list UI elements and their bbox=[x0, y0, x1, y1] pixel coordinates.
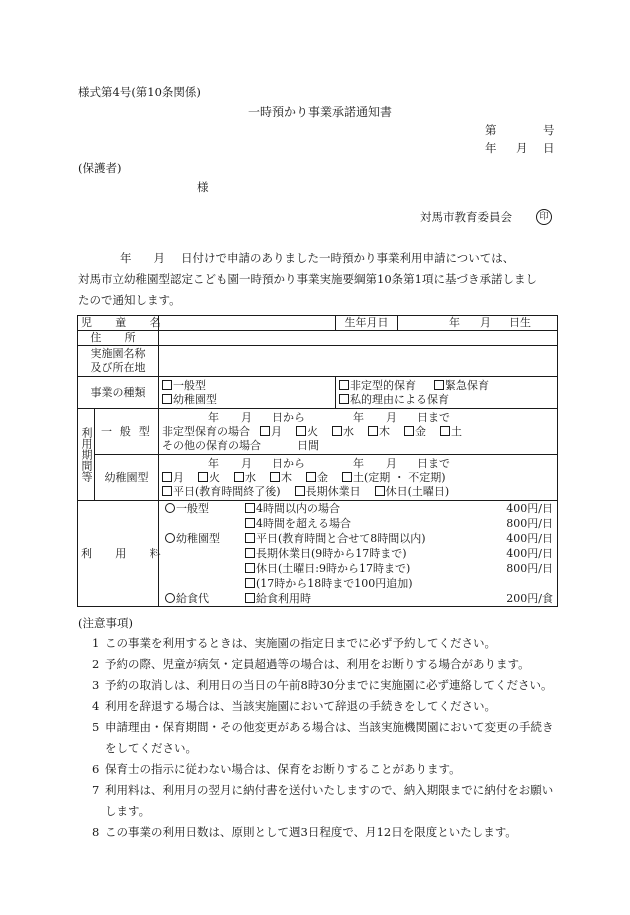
kg-sat: 土(定期 ・ 不定期) bbox=[353, 470, 446, 484]
fee-general-label: 一般型 bbox=[176, 502, 209, 515]
fee-item-label: 長期休業日(9時から17時まで) bbox=[256, 547, 407, 560]
emergency-label: 緊急保育 bbox=[445, 378, 489, 392]
fee-item-amount: 200円/食 bbox=[506, 592, 553, 605]
kg-fri-checkbox[interactable] bbox=[306, 472, 316, 482]
kg-wed-checkbox[interactable] bbox=[234, 472, 244, 482]
kg-from-year: 年 bbox=[208, 456, 219, 470]
fee-detail bbox=[159, 501, 558, 607]
address-label: 住 所 bbox=[78, 331, 159, 346]
fee-item-checkbox[interactable] bbox=[245, 548, 255, 558]
fee-item-label: 休日(土曜日:9時から17時まで) bbox=[256, 562, 411, 575]
irregular-label: 非定型的保育 bbox=[350, 378, 416, 392]
note-item bbox=[78, 780, 558, 822]
body-line3: たので通知します。 bbox=[78, 293, 181, 307]
date-day: 日 bbox=[543, 141, 555, 155]
note-text: この事業の利用日数は、原則として週3日程度で、月12日を限度といたします。 bbox=[105, 825, 517, 839]
document-title: 一時預かり事業承諾通知書 bbox=[248, 105, 393, 119]
body-line2: 対馬市立幼稚園型認定こども園一時預かり事業実施要綱第10条第1項に基づき承諾しまし bbox=[78, 272, 537, 286]
fee-item-label: 給食利用時 bbox=[256, 592, 311, 605]
kg-long-holiday-checkbox[interactable] bbox=[295, 486, 305, 496]
fee-meal-radio[interactable] bbox=[165, 593, 175, 603]
general-wed-checkbox[interactable] bbox=[332, 426, 342, 436]
address-row bbox=[78, 331, 558, 346]
note-item bbox=[78, 675, 558, 696]
birthdate-label: 生年月日 bbox=[336, 316, 398, 331]
kg-to-month: 月 bbox=[386, 456, 397, 470]
fee-item-label: 平日(教育時間と合せて8時間以内) bbox=[256, 532, 426, 545]
business-type-basic bbox=[159, 377, 336, 409]
general-from-month: 月 bbox=[241, 410, 252, 424]
kg-long-holiday: 長期休業日 bbox=[305, 484, 361, 498]
general-wed: 水 bbox=[343, 424, 354, 438]
kg-thu-checkbox[interactable] bbox=[270, 472, 280, 482]
application-table bbox=[77, 315, 558, 607]
general-label: 一 般 型 bbox=[95, 409, 159, 455]
note-number: 2 bbox=[92, 657, 100, 671]
fee-item bbox=[245, 531, 553, 546]
business-type-reason bbox=[336, 377, 558, 409]
kindergarten-label: 幼稚園型 bbox=[95, 455, 159, 501]
facility-row bbox=[78, 346, 558, 377]
fee-row bbox=[78, 501, 558, 607]
child-name-row bbox=[78, 316, 558, 331]
general-period-row bbox=[78, 409, 558, 455]
fee-meal-label: 給食代 bbox=[176, 592, 209, 605]
kg-mon: 月 bbox=[173, 470, 184, 484]
general-other-case: その他の保育の場合 bbox=[162, 438, 261, 452]
fee-item-amount: 400円/日 bbox=[506, 532, 553, 545]
date-year: 年 bbox=[485, 141, 497, 155]
fee-item-amount: 400円/日 bbox=[506, 502, 553, 515]
business-type-row bbox=[78, 377, 558, 409]
address-value[interactable] bbox=[159, 331, 558, 346]
general-days-unit: 日間 bbox=[297, 438, 319, 452]
note-text: 利用料は、利用月の翌月に納付書を送付いたしますので、納入期限までに納付をお願いします。 bbox=[105, 783, 554, 818]
note-number: 7 bbox=[92, 783, 100, 797]
general-sat: 土 bbox=[451, 424, 462, 438]
body-year: 年 bbox=[120, 251, 132, 265]
birthdate-day: 日生 bbox=[509, 316, 531, 329]
fee-item-checkbox[interactable] bbox=[245, 518, 255, 528]
general-irregular-case: 非定型保育の場合 bbox=[162, 424, 250, 438]
child-name-label: 児 童 名 bbox=[78, 316, 159, 331]
kg-tue: 火 bbox=[209, 470, 220, 484]
fee-item-checkbox[interactable] bbox=[245, 533, 255, 543]
notes-heading: (注意事項) bbox=[78, 616, 133, 630]
kg-from-day: 日から bbox=[272, 456, 305, 470]
note-text: 申請理由・保育期間・その他変更がある場合は、当該実施機関園において変更の手続きをしてください。 bbox=[105, 720, 554, 755]
form-number: 様式第4号(第10条関係) bbox=[78, 85, 201, 99]
kindergarten-period-row bbox=[78, 455, 558, 501]
irregular-checkbox[interactable] bbox=[339, 380, 349, 390]
fee-item-amount bbox=[485, 576, 553, 591]
body-month: 月 bbox=[153, 251, 165, 265]
general-to-month: 月 bbox=[386, 410, 397, 424]
facility-value[interactable] bbox=[159, 346, 558, 377]
number-label: 第 bbox=[485, 123, 497, 137]
fee-item-label: (17時から18時まで100円追加) bbox=[256, 577, 413, 590]
general-period-value bbox=[159, 409, 558, 455]
general-mon-checkbox[interactable] bbox=[260, 426, 270, 436]
kg-tue-checkbox[interactable] bbox=[198, 472, 208, 482]
fee-general-radio[interactable] bbox=[165, 503, 175, 513]
private-reason-checkbox[interactable] bbox=[339, 394, 349, 404]
fee-item-amount: 800円/日 bbox=[506, 517, 553, 530]
note-item bbox=[78, 654, 558, 675]
general-tue: 火 bbox=[307, 424, 318, 438]
issuer-name: 対馬市教育委員会 bbox=[420, 210, 512, 224]
birthdate-value[interactable] bbox=[398, 316, 558, 331]
type-kindergarten-label: 幼稚園型 bbox=[173, 392, 217, 406]
note-number: 3 bbox=[92, 678, 100, 692]
general-from-day: 日から bbox=[272, 410, 305, 424]
note-number: 4 bbox=[92, 699, 100, 713]
number-suffix: 号 bbox=[543, 123, 555, 137]
fee-item bbox=[245, 561, 553, 576]
kg-mon-checkbox[interactable] bbox=[162, 472, 172, 482]
kg-weekday-after-checkbox[interactable] bbox=[162, 486, 172, 496]
note-text: 予約の取消しは、利用日の当日の午前8時30分までに実施園に必ず連絡してください。 bbox=[105, 678, 553, 692]
type-general-label: 一般型 bbox=[173, 378, 206, 392]
birthdate-year: 年 bbox=[449, 316, 460, 329]
fee-item-checkbox[interactable] bbox=[245, 503, 255, 513]
honorific: 様 bbox=[197, 180, 209, 194]
body-line1: 日付けで申請のありました一時預かり事業利用申請については、 bbox=[181, 251, 515, 265]
fee-kindergarten-label: 幼稚園型 bbox=[176, 532, 220, 545]
fee-kindergarten-radio[interactable] bbox=[165, 533, 175, 543]
fee-item bbox=[245, 591, 553, 606]
kg-to-day: 日まで bbox=[417, 456, 450, 470]
note-text: 予約の際、児童が病気・定員超過等の場合は、利用をお断りする場合があります。 bbox=[105, 657, 530, 671]
general-to-year: 年 bbox=[353, 410, 364, 424]
note-number: 8 bbox=[92, 825, 100, 839]
note-number: 6 bbox=[92, 762, 100, 776]
fee-item bbox=[245, 501, 553, 516]
fee-item-label: 4時間以内の場合 bbox=[256, 502, 340, 515]
business-type-label: 事業の種類 bbox=[78, 377, 159, 409]
general-thu-checkbox[interactable] bbox=[368, 426, 378, 436]
birthdate-month: 月 bbox=[480, 316, 491, 329]
fee-category-column bbox=[159, 501, 245, 606]
kindergarten-period-value bbox=[159, 455, 558, 501]
kg-weekday-after: 平日(教育時間終了後) bbox=[173, 484, 281, 498]
fee-item-checkbox[interactable] bbox=[245, 593, 255, 603]
fee-label: 利 用 料 bbox=[78, 501, 159, 607]
kg-from-month: 月 bbox=[241, 456, 252, 470]
child-name-value[interactable] bbox=[159, 316, 336, 331]
guardian-label: (保護者) bbox=[78, 161, 122, 175]
seal-stamp: 印 bbox=[536, 209, 552, 225]
fee-item-amount: 800円/日 bbox=[506, 562, 553, 575]
fee-item-amount: 400円/日 bbox=[506, 547, 553, 560]
fee-item-checkbox[interactable] bbox=[245, 563, 255, 573]
fee-items-column bbox=[245, 501, 557, 606]
general-sat-checkbox[interactable] bbox=[440, 426, 450, 436]
private-reason-label: 私的理由による保育 bbox=[350, 392, 449, 406]
note-item bbox=[78, 822, 558, 843]
kg-holiday-sat: 休日(土曜日) bbox=[385, 484, 450, 498]
kg-fri: 金 bbox=[317, 470, 328, 484]
body-paragraph bbox=[78, 248, 558, 311]
note-text: この事業を利用するときは、実施園の指定日までに必ず予約してください。 bbox=[105, 636, 496, 650]
fee-item-checkbox[interactable] bbox=[245, 578, 255, 588]
date-month: 月 bbox=[516, 141, 528, 155]
kg-holiday-sat-checkbox[interactable] bbox=[375, 486, 385, 496]
kg-wed: 水 bbox=[245, 470, 256, 484]
notes-section bbox=[78, 613, 558, 843]
general-to-day: 日まで bbox=[417, 410, 450, 424]
type-general-checkbox[interactable] bbox=[162, 380, 172, 390]
general-tue-checkbox[interactable] bbox=[296, 426, 306, 436]
kg-thu: 木 bbox=[281, 470, 292, 484]
kg-sat-checkbox[interactable] bbox=[342, 472, 352, 482]
fee-item bbox=[245, 516, 553, 531]
facility-label bbox=[78, 346, 159, 377]
fee-item bbox=[245, 546, 553, 561]
note-item bbox=[78, 717, 558, 759]
fee-item-label: 4時間を超える場合 bbox=[256, 517, 351, 530]
fee-item bbox=[245, 576, 553, 591]
general-thu: 木 bbox=[379, 424, 390, 438]
period-label: 利用期間等 bbox=[78, 409, 95, 501]
type-kindergarten-checkbox[interactable] bbox=[162, 394, 172, 404]
general-fri-checkbox[interactable] bbox=[404, 426, 414, 436]
note-text: 保育士の指示に従わない場合は、保育をお断りすることがあります。 bbox=[105, 762, 461, 776]
facility-label-line1: 実施園名称 bbox=[90, 347, 146, 360]
facility-label-line2: 及び所在地 bbox=[90, 361, 146, 374]
general-fri: 金 bbox=[415, 424, 426, 438]
note-item bbox=[78, 633, 558, 654]
note-item bbox=[78, 696, 558, 717]
general-from-year: 年 bbox=[208, 410, 219, 424]
note-number: 1 bbox=[92, 636, 100, 650]
note-text: 利用を辞退する場合は、当該実施園において辞退の手続きをしてください。 bbox=[105, 699, 496, 713]
general-mon: 月 bbox=[271, 424, 282, 438]
note-item bbox=[78, 759, 558, 780]
emergency-checkbox[interactable] bbox=[434, 380, 444, 390]
note-number: 5 bbox=[92, 720, 100, 734]
kg-to-year: 年 bbox=[353, 456, 364, 470]
